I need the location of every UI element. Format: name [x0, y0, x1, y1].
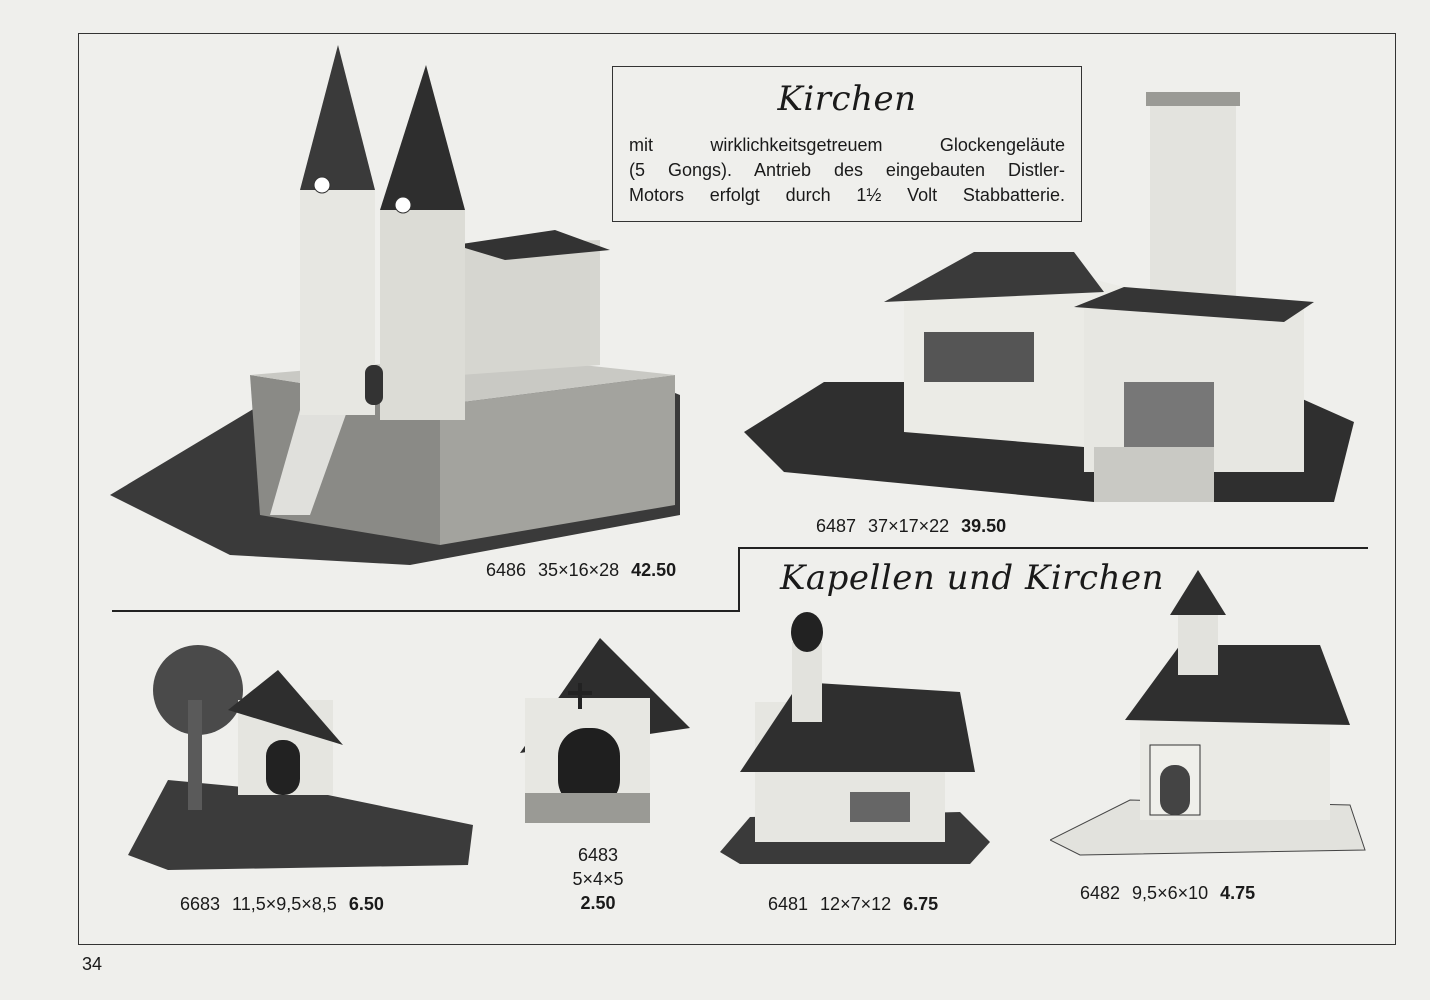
caption-6486 — [486, 560, 676, 581]
product-number: 6486 — [486, 560, 527, 580]
church-6481-image — [720, 602, 990, 867]
caption-6481 — [768, 894, 938, 915]
section-title: Kapellen und Kirchen — [780, 558, 1164, 598]
product-price: 6.75 — [903, 894, 939, 914]
product-number: 6483 — [577, 845, 619, 865]
product-dimensions: 35×16×28 — [538, 560, 620, 580]
caption-6483 — [548, 843, 648, 915]
caption-6482 — [1080, 883, 1255, 904]
divider-left — [112, 610, 740, 612]
product-number: 6481 — [768, 894, 809, 914]
heading-title: Kirchen — [777, 79, 917, 119]
product-price: 42.50 — [631, 560, 677, 580]
product-number: 6482 — [1080, 883, 1121, 903]
product-number: 6487 — [816, 516, 857, 536]
product-price: 4.75 — [1220, 883, 1256, 903]
caption-6683 — [180, 894, 384, 915]
heading-description: mit wirklichkeitsgetreuem Glockengeläute (5 Gongs). Antrieb des eingebauten Distler- Motors erfolgt durch 1½ Volt Stabbatterie. — [629, 135, 1065, 205]
product-dimensions: 11,5×9,5×8,5 — [232, 894, 337, 914]
product-dimensions: 12×7×12 — [820, 894, 892, 914]
page-number: 34 — [82, 954, 103, 974]
caption-6487 — [816, 516, 1006, 537]
product-number: 6683 — [180, 894, 221, 914]
shrine-6483-image — [510, 638, 690, 828]
product-price: 39.50 — [961, 516, 1007, 536]
chapel-6482-image — [1050, 570, 1370, 860]
product-dimensions: 9,5×6×10 — [1132, 883, 1209, 903]
product-price: 6.50 — [348, 894, 384, 914]
chapel-6683-image — [128, 640, 473, 880]
product-dimensions: 5×4×5 — [572, 869, 624, 889]
product-price: 2.50 — [580, 893, 616, 913]
church-6487-image — [744, 92, 1364, 512]
divider-right — [738, 547, 1368, 549]
product-dimensions: 37×17×22 — [868, 516, 950, 536]
cathedral-6486-image — [110, 45, 690, 570]
